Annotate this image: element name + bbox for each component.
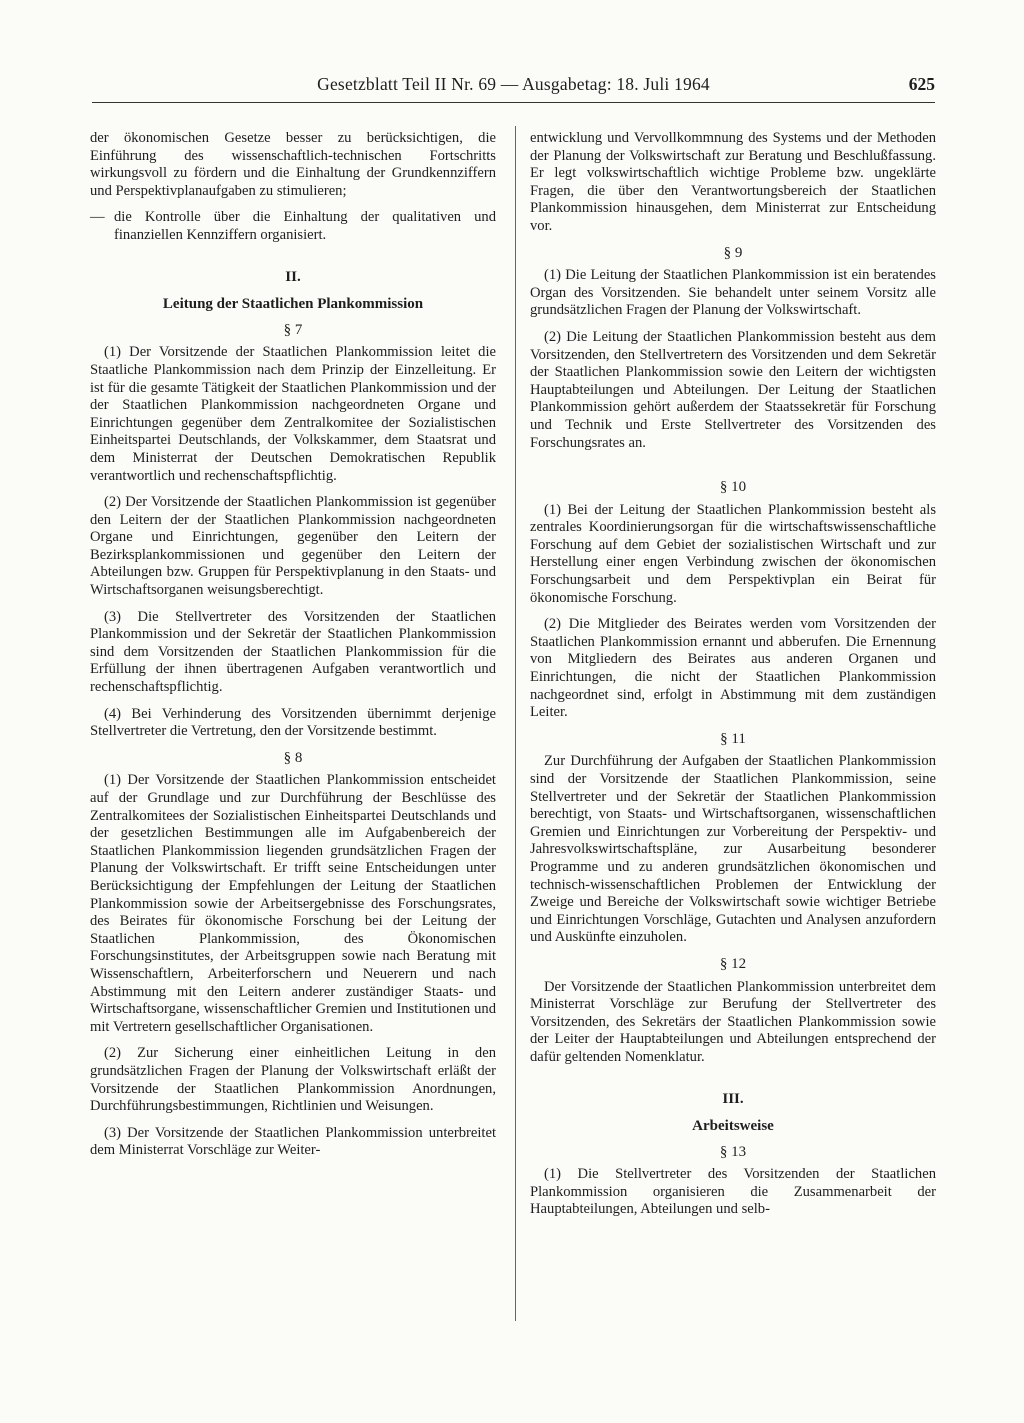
paragraph: (3) Der Vorsitzende der Staatlichen Plankommission unterbreitet dem Ministerrat Vorschläge zur Weiter-: [90, 1124, 496, 1159]
paragraph: (1) Der Vorsitzende der Staatlichen Plankommission entscheidet auf der Grundlage und zur Durchführung der Beschlüsse des Zentralkomitees der Sozialistischen Einheitspartei Deutschlands und der gesetzlichen Bestimmungen alle im Aufgabenbereich der Staatlichen Plankommission liegenden grundsätzlichen Fragen der Planung der Volkswirtschaft. Er trifft seine Entscheidungen unter Berücksichtigung der Empfehlungen der Leitung der Staatlichen Plankommission sowie der Arbeitsergebnisse des Forschungsrates, des Beirates für ökonomische Forschung bei der Leitung der Staatlichen Plankommission, des Ökonomischen Forschungsinstitutes, der Arbeitsgruppen sowie nach Beratung mit Wissenschaftlern, Arbeiterforschern und Neuerern und nach Abstimmung mit den Leitern anderer zuständiger Staats- und Wirtschaftsorgane, wissenschaftlicher Gremien und Institutionen und mit Vertretern gesellschaftlicher Organisationen.: [90, 772, 496, 1035]
spacer: [530, 461, 936, 475]
paragraph-heading: § 9: [723, 244, 743, 261]
header-title: Gesetzblatt Teil II Nr. 69 — Ausgabetag: 18. Juli 1964: [317, 74, 710, 94]
section-number: II.: [285, 268, 301, 285]
paragraph: (2) Der Vorsitzende der Staatlichen Plankommission ist gegenüber den Leitern der der Staatlichen Plankommission nachgeordneten Organe und Einrichtungen, gegenüber den Leitern der Bezirksplankommissionen und gegenüber den Leitern der Abteilungen bzw. Gruppen für Perspektivplanung in den Staats- und Wirtschaftsorganen weisungsberechtigt.: [90, 494, 496, 599]
paragraph: (1) Der Vorsitzende der Staatlichen Plankommission leitet die Staatliche Plankommission nach dem Prinzip der Einzelleitung. Er ist für die gesamte Tätigkeit der Staatlichen Plankommission und der der Staatlichen Plankommission nachgeordneten Organe und Einrichtungen gegenüber dem Zentralkomitee der Sozialistischen Einheitspartei Deutschlands, der Volkskammer, dem Staatsrat und dem Ministerrat der Deutschen Demokratischen Republik verantwortlich und rechenschaftspflichtig.: [90, 344, 496, 484]
paragraph: (3) Die Stellvertreter des Vorsitzenden der Staatlichen Plankommission und der Sekretär der Staatlichen Plankommission sind dem Vorsitzenden der Staatlichen Plankommission für die Erfüllung der ihnen übertragenen Aufgaben verantwortlich und rechenschaftspflichtig.: [90, 608, 496, 696]
paragraph: (4) Bei Verhinderung des Vorsitzenden übernimmt derjenige Stellvertreter die Vertretung, den der Vorsitzende bestimmt.: [90, 705, 496, 740]
paragraph: (1) Die Leitung der Staatlichen Plankommission ist ein beratendes Organ des Vorsitzenden. Sie behandelt unter seinem Vorsitz alle grundsätzlichen Fragen der Planung der Volkswirtschaft.: [530, 267, 936, 319]
paragraph-heading: § 11: [720, 730, 746, 747]
paragraph-heading: § 10: [719, 479, 747, 496]
section-title: Arbeitsweise: [692, 1118, 774, 1135]
column-divider: [515, 126, 516, 1321]
dash-item-text: die Kontrolle über die Einhaltung der qualitativen und finanziellen Kennziffern organisiert.: [114, 209, 496, 243]
paragraph: der ökonomischen Gesetze besser zu berücksichtigen, die Einführung des wissenschaftlich-technischen Fortschritts wirkungsvoll zu fördern und die Einhaltung der Grundkennziffern und Perspektivplanaufgaben zu stimulieren;: [90, 130, 496, 199]
left-column: [90, 130, 496, 1169]
paragraph: Zur Durchführung der Aufgaben der Staatlichen Plankommission sind der Vorsitzende der Staatlichen Plankommission, seine Stellvertreter und der Sekretär der Staatlichen Plankommission berechtigt, von Staats- und Wirtschaftsorganen, wissenschaftlichen Gremien und Einrichtungen zur Vorbereitung der Perspektiv- und Jahresvolkswirtschaftspläne, zur Ausarbeitung besonderer Programme und zu anderen grundsätzlichen ökonomischen und technisch-wissenschaftlichen Problemen der Entwicklung der Zweige und Bereiche der Volkswirtschaft sowie wichtiger Betriebe und Einrichtungen Vorschläge, Gutachten und Analysen anzufordern und Auskünfte einzuholen.: [530, 753, 936, 946]
page-number: 625: [908, 74, 935, 94]
paragraph-heading: § 13: [719, 1143, 747, 1160]
paragraph-heading: § 7: [283, 321, 303, 338]
dash-list-item: [90, 209, 496, 244]
paragraph: (2) Die Leitung der Staatlichen Plankommission besteht aus dem Vorsitzenden, den Stellvertretern des Vorsitzenden und dem Sekretär der Staatlichen Plankommission sowie den Leitern der wichtigsten Hauptabteilungen und Abteilungen. Der Leitung der Staatlichen Plankommission gehört außerdem der Staatssekretär für Forschung und Technik und Erste Stellvertreter des Vorsitzenden des Forschungsrates an.: [530, 328, 936, 451]
paragraph: (2) Zur Sicherung einer einheitlichen Leitung in den grundsätzlichen Fragen der Planung der Volkswirtschaft erläßt der Vorsitzende der Staatlichen Plankommission Anordnungen, Durchführungsbestimmungen, Richtlinien und Weisungen.: [90, 1045, 496, 1115]
paragraph: entwicklung und Vervollkommnung des Systems und der Methoden der Planung der Volkswirtschaft zur Beratung und Beschlußfassung. Er legt volkswirtschaftlich wichtige Probleme bzw. ungeklärte Fragen, die über den Verantwortungsbereich der Staatlichen Plankommission hinausgehen, dem Ministerrat zur Entscheidung vor.: [530, 130, 936, 234]
paragraph: (1) Die Stellvertreter des Vorsitzenden der Staatlichen Plankommission organisieren die Zusammenarbeit der Hauptabteilungen, Abteilungen und selb-: [530, 1166, 936, 1218]
page-header: [92, 74, 935, 103]
paragraph: (2) Die Mitglieder des Beirates werden vom Vorsitzenden der Staatlichen Plankommission ernannt und abberufen. Die Ernennung von Mitgliedern des Beirates aus anderen Organen und Einrichtungen, die nicht der Staatlichen Plankommission nachgeordnet sind, erfolgt in Abstimmung mit dem zuständigen Leiter.: [530, 616, 936, 721]
section-number: III.: [722, 1090, 744, 1107]
paragraph-heading: § 8: [283, 749, 303, 766]
paragraph: Der Vorsitzende der Staatlichen Plankommission unterbreitet dem Ministerrat Vorschläge zur Berufung der Stellvertreter des Vorsitzenden, des Sekretärs der Staatlichen Plankommission sowie der Leiter der Hauptabteilungen und Abteilungen entsprechend der dafür geltenden Nomenklatur.: [530, 978, 936, 1065]
paragraph: (1) Bei der Leitung der Staatlichen Plankommission besteht als zentrales Koordinierungsorgan für die wirtschaftswissenschaftliche Forschung auf dem Gebiet der sozialistischen Wirtschaft und zur Herstellung einer engen Verbindung zwischen der ökonomischen Forschungsarbeit und dem Perspektivplan ein Beirat für ökonomische Forschung.: [530, 501, 936, 606]
dash-marker: —: [90, 209, 105, 226]
section-title: Leitung der Staatlichen Plankommission: [162, 296, 424, 313]
paragraph-heading: § 12: [719, 955, 747, 972]
right-column: [530, 130, 936, 1228]
